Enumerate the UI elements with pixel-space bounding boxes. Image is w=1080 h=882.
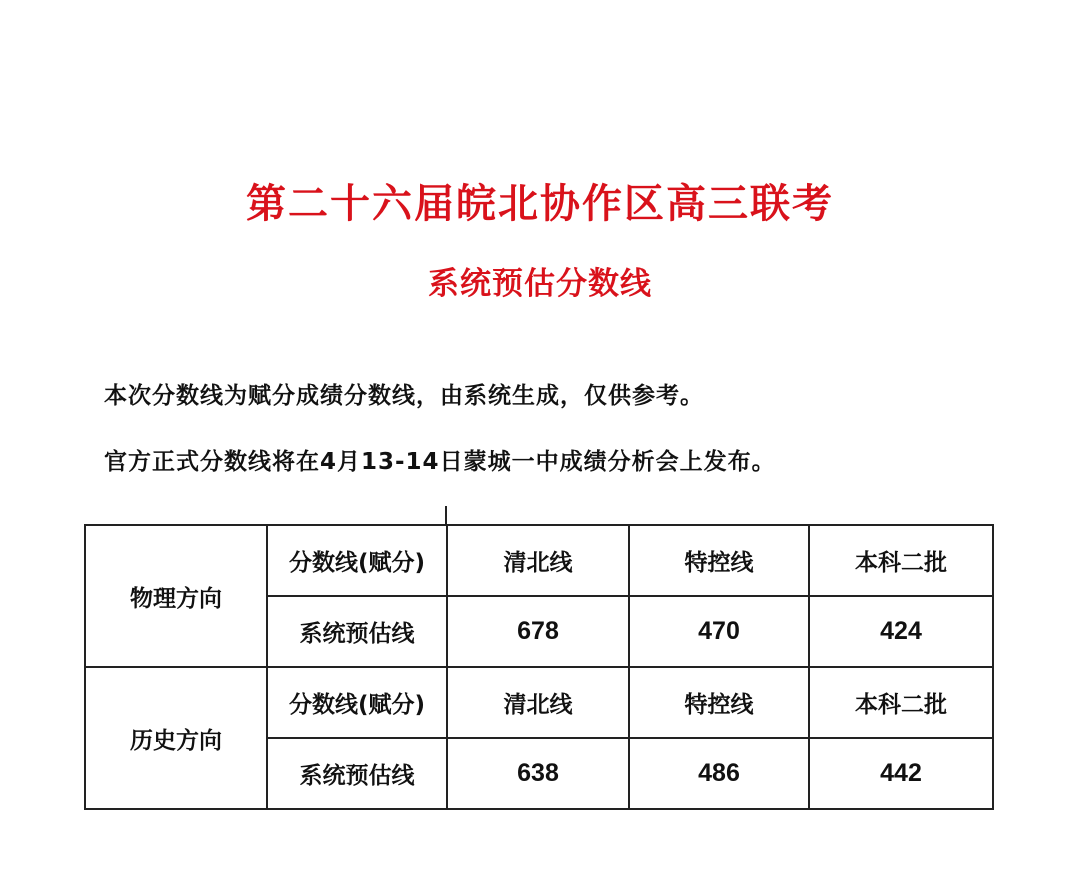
score-value: 424 (809, 596, 993, 667)
row-label: 系统预估线 (267, 596, 447, 667)
score-value: 442 (809, 738, 993, 809)
score-value: 486 (629, 738, 809, 809)
column-header: 清北线 (447, 667, 629, 738)
table-row (85, 525, 993, 596)
column-header: 本科二批 (809, 667, 993, 738)
score-value: 638 (447, 738, 629, 809)
document-title: 第二十六届皖北协作区高三联考 (246, 180, 834, 227)
disclaimer-note: 本次分数线为赋分成绩分数线，由系统生成，仅供参考。 (104, 383, 704, 409)
score-value: 678 (447, 596, 629, 667)
stray-line-mark (445, 506, 447, 526)
column-header: 特控线 (629, 667, 809, 738)
group-name-physics: 物理方向 (85, 525, 267, 667)
score-line-table (84, 524, 994, 810)
row-label: 分数线(赋分) (267, 525, 447, 596)
column-header: 本科二批 (809, 525, 993, 596)
group-name-history: 历史方向 (85, 667, 267, 809)
document-subtitle: 系统预估分数线 (428, 266, 652, 302)
row-label: 分数线(赋分) (267, 667, 447, 738)
score-value: 470 (629, 596, 809, 667)
column-header: 清北线 (447, 525, 629, 596)
table-row (85, 667, 993, 738)
row-label: 系统预估线 (267, 738, 447, 809)
column-header: 特控线 (629, 525, 809, 596)
release-note: 官方正式分数线将在4月13-14日蒙城一中成绩分析会上发布。 (104, 449, 776, 475)
